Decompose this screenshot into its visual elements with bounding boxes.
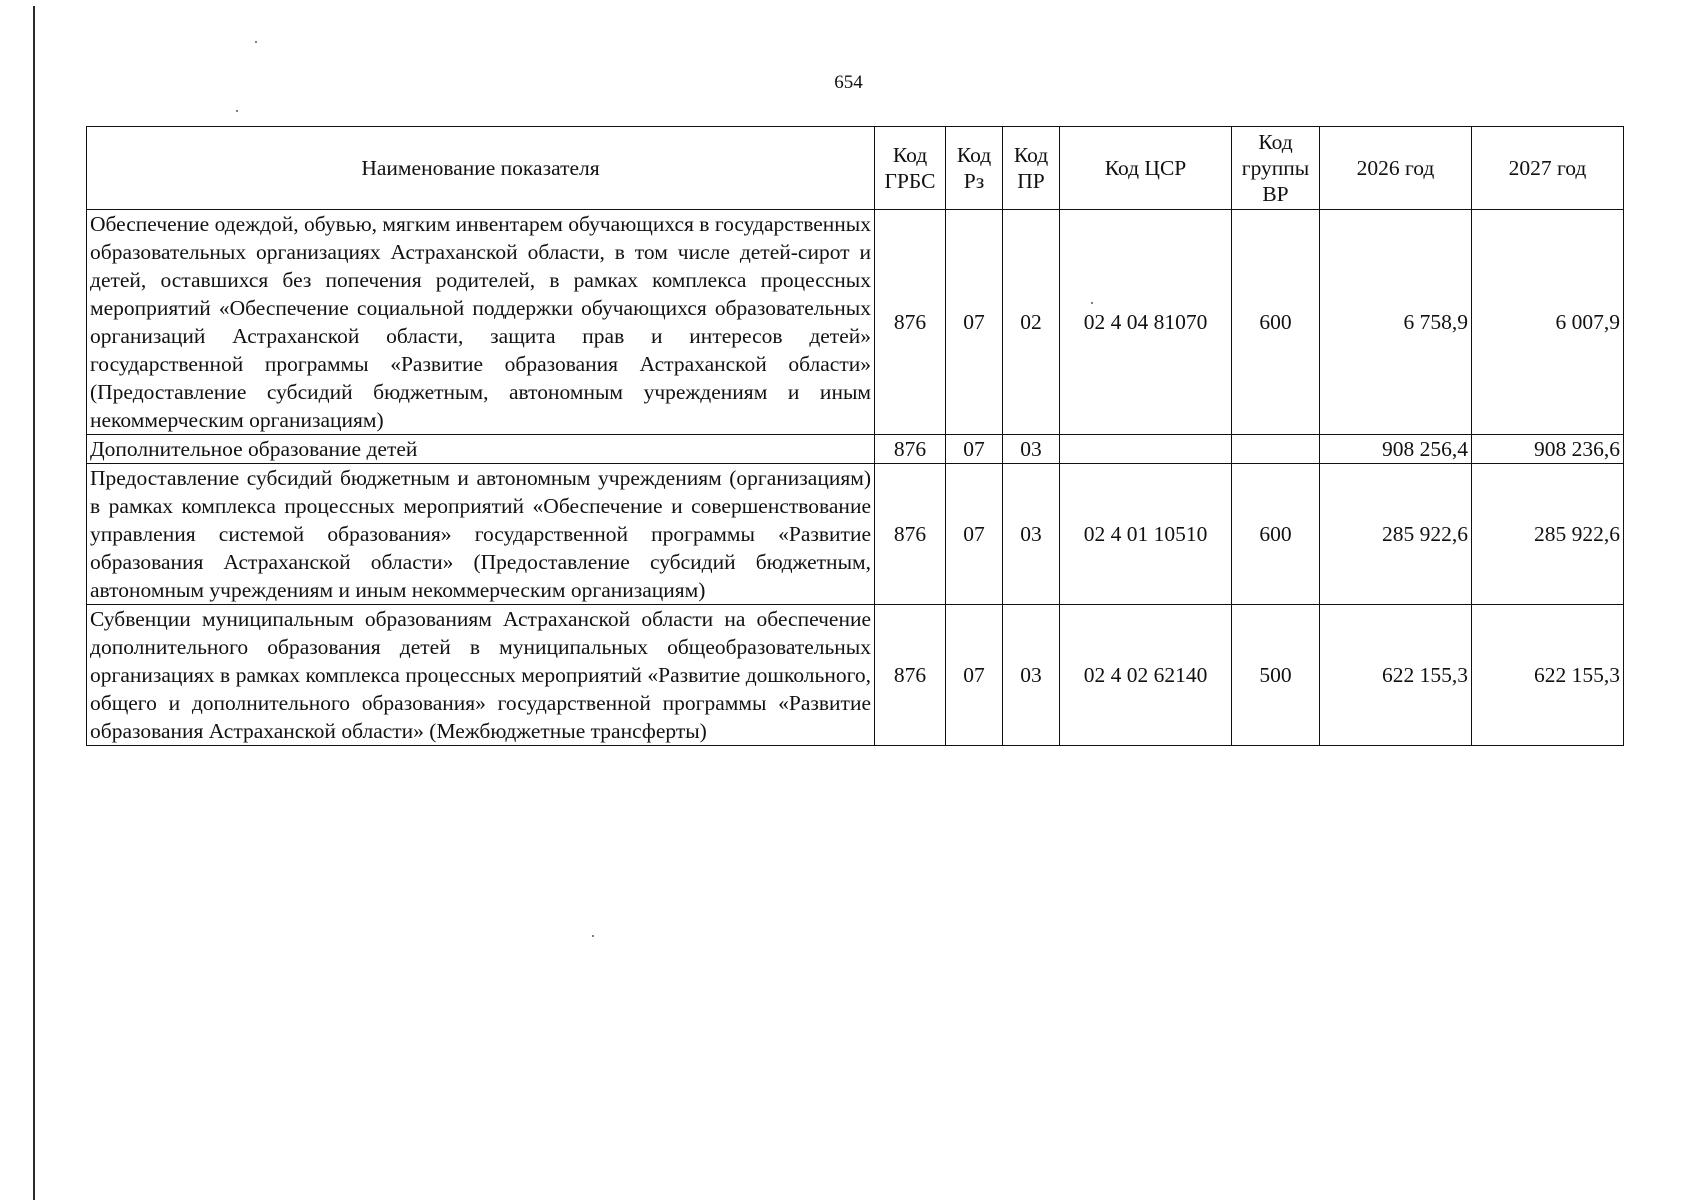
scan-speck <box>255 41 257 43</box>
row-grbs: 876 <box>875 435 946 464</box>
row-csr: 02 4 01 10510 <box>1060 464 1232 605</box>
row-vr: 600 <box>1232 464 1320 605</box>
row-vr: 600 <box>1232 210 1320 435</box>
row-2027: 6 007,9 <box>1472 210 1624 435</box>
header-grbs: Код ГРБС <box>875 127 946 210</box>
row-rz: 07 <box>946 605 1003 746</box>
header-csr: Код ЦСР <box>1060 127 1232 210</box>
header-2026: 2026 год <box>1320 127 1472 210</box>
row-2027: 622 155,3 <box>1472 605 1624 746</box>
row-vr <box>1232 435 1320 464</box>
scan-speck <box>592 935 594 937</box>
row-grbs: 876 <box>875 605 946 746</box>
header-pr: Код ПР <box>1003 127 1060 210</box>
row-name: Обеспечение одеждой, обувью, мягким инвентарем обучающихся в государственных образовательных организациях Астраханской области, в том числе детей-сирот и детей, оставшихся без попечения родителей, в рамках комплекса процессных мероприятий «Обеспечение социальной поддержки обучающихся образовательных организаций Астраханской области, защита прав и интересов детей» государственной программы «Развитие образования Астраханской области» (Предоставление субсидий бюджетным, автономным учреждениям и иным некоммерческим организациям) <box>87 210 875 435</box>
row-2027: 908 236,6 <box>1472 435 1624 464</box>
header-name: Наименование показателя <box>87 127 875 210</box>
row-csr: 02 4 02 62140 <box>1060 605 1232 746</box>
row-name: Субвенции муниципальным образованиям Астраханской области на обеспечение дополнительного образования детей в муниципальных общеобразовательных организациях в рамках комплекса процессных мероприятий «Развитие дошкольного, общего и дополнительного образования» государственной программы «Развитие образования Астраханской области» (Межбюджетные трансферты) <box>87 605 875 746</box>
table-row <box>87 605 1624 746</box>
row-vr: 500 <box>1232 605 1320 746</box>
row-2026: 6 758,9 <box>1320 210 1472 435</box>
table-row <box>87 464 1624 605</box>
row-pr: 03 <box>1003 464 1060 605</box>
row-grbs: 876 <box>875 464 946 605</box>
budget-table <box>86 126 1624 746</box>
header-vr: Код группы ВР <box>1232 127 1320 210</box>
row-grbs: 876 <box>875 210 946 435</box>
row-pr: 03 <box>1003 605 1060 746</box>
row-name: Дополнительное образование детей <box>87 435 875 464</box>
row-pr: 02 <box>1003 210 1060 435</box>
row-name: Предоставление субсидий бюджетным и автономным учреждениям (организациям) в рамках комплекса процессных мероприятий «Обеспечение и совершенствование управления системой образования» государственной программы «Развитие образования Астраханской области» (Предоставление субсидий бюджетным, автономным учреждениям и иным некоммерческим организациям) <box>87 464 875 605</box>
row-rz: 07 <box>946 464 1003 605</box>
row-2026: 285 922,6 <box>1320 464 1472 605</box>
page-number: 654 <box>834 72 863 93</box>
header-rz: Код Рз <box>946 127 1003 210</box>
row-csr: 02 4 04 81070 <box>1060 210 1232 435</box>
row-csr <box>1060 435 1232 464</box>
row-rz: 07 <box>946 210 1003 435</box>
table-row <box>87 435 1624 464</box>
header-2027: 2027 год <box>1472 127 1624 210</box>
row-pr: 03 <box>1003 435 1060 464</box>
scan-speck <box>236 110 238 112</box>
table-header-row <box>87 127 1624 210</box>
scan-edge-line <box>33 6 35 1200</box>
table-row <box>87 210 1624 435</box>
row-2026: 622 155,3 <box>1320 605 1472 746</box>
row-2027: 285 922,6 <box>1472 464 1624 605</box>
row-rz: 07 <box>946 435 1003 464</box>
row-2026: 908 256,4 <box>1320 435 1472 464</box>
